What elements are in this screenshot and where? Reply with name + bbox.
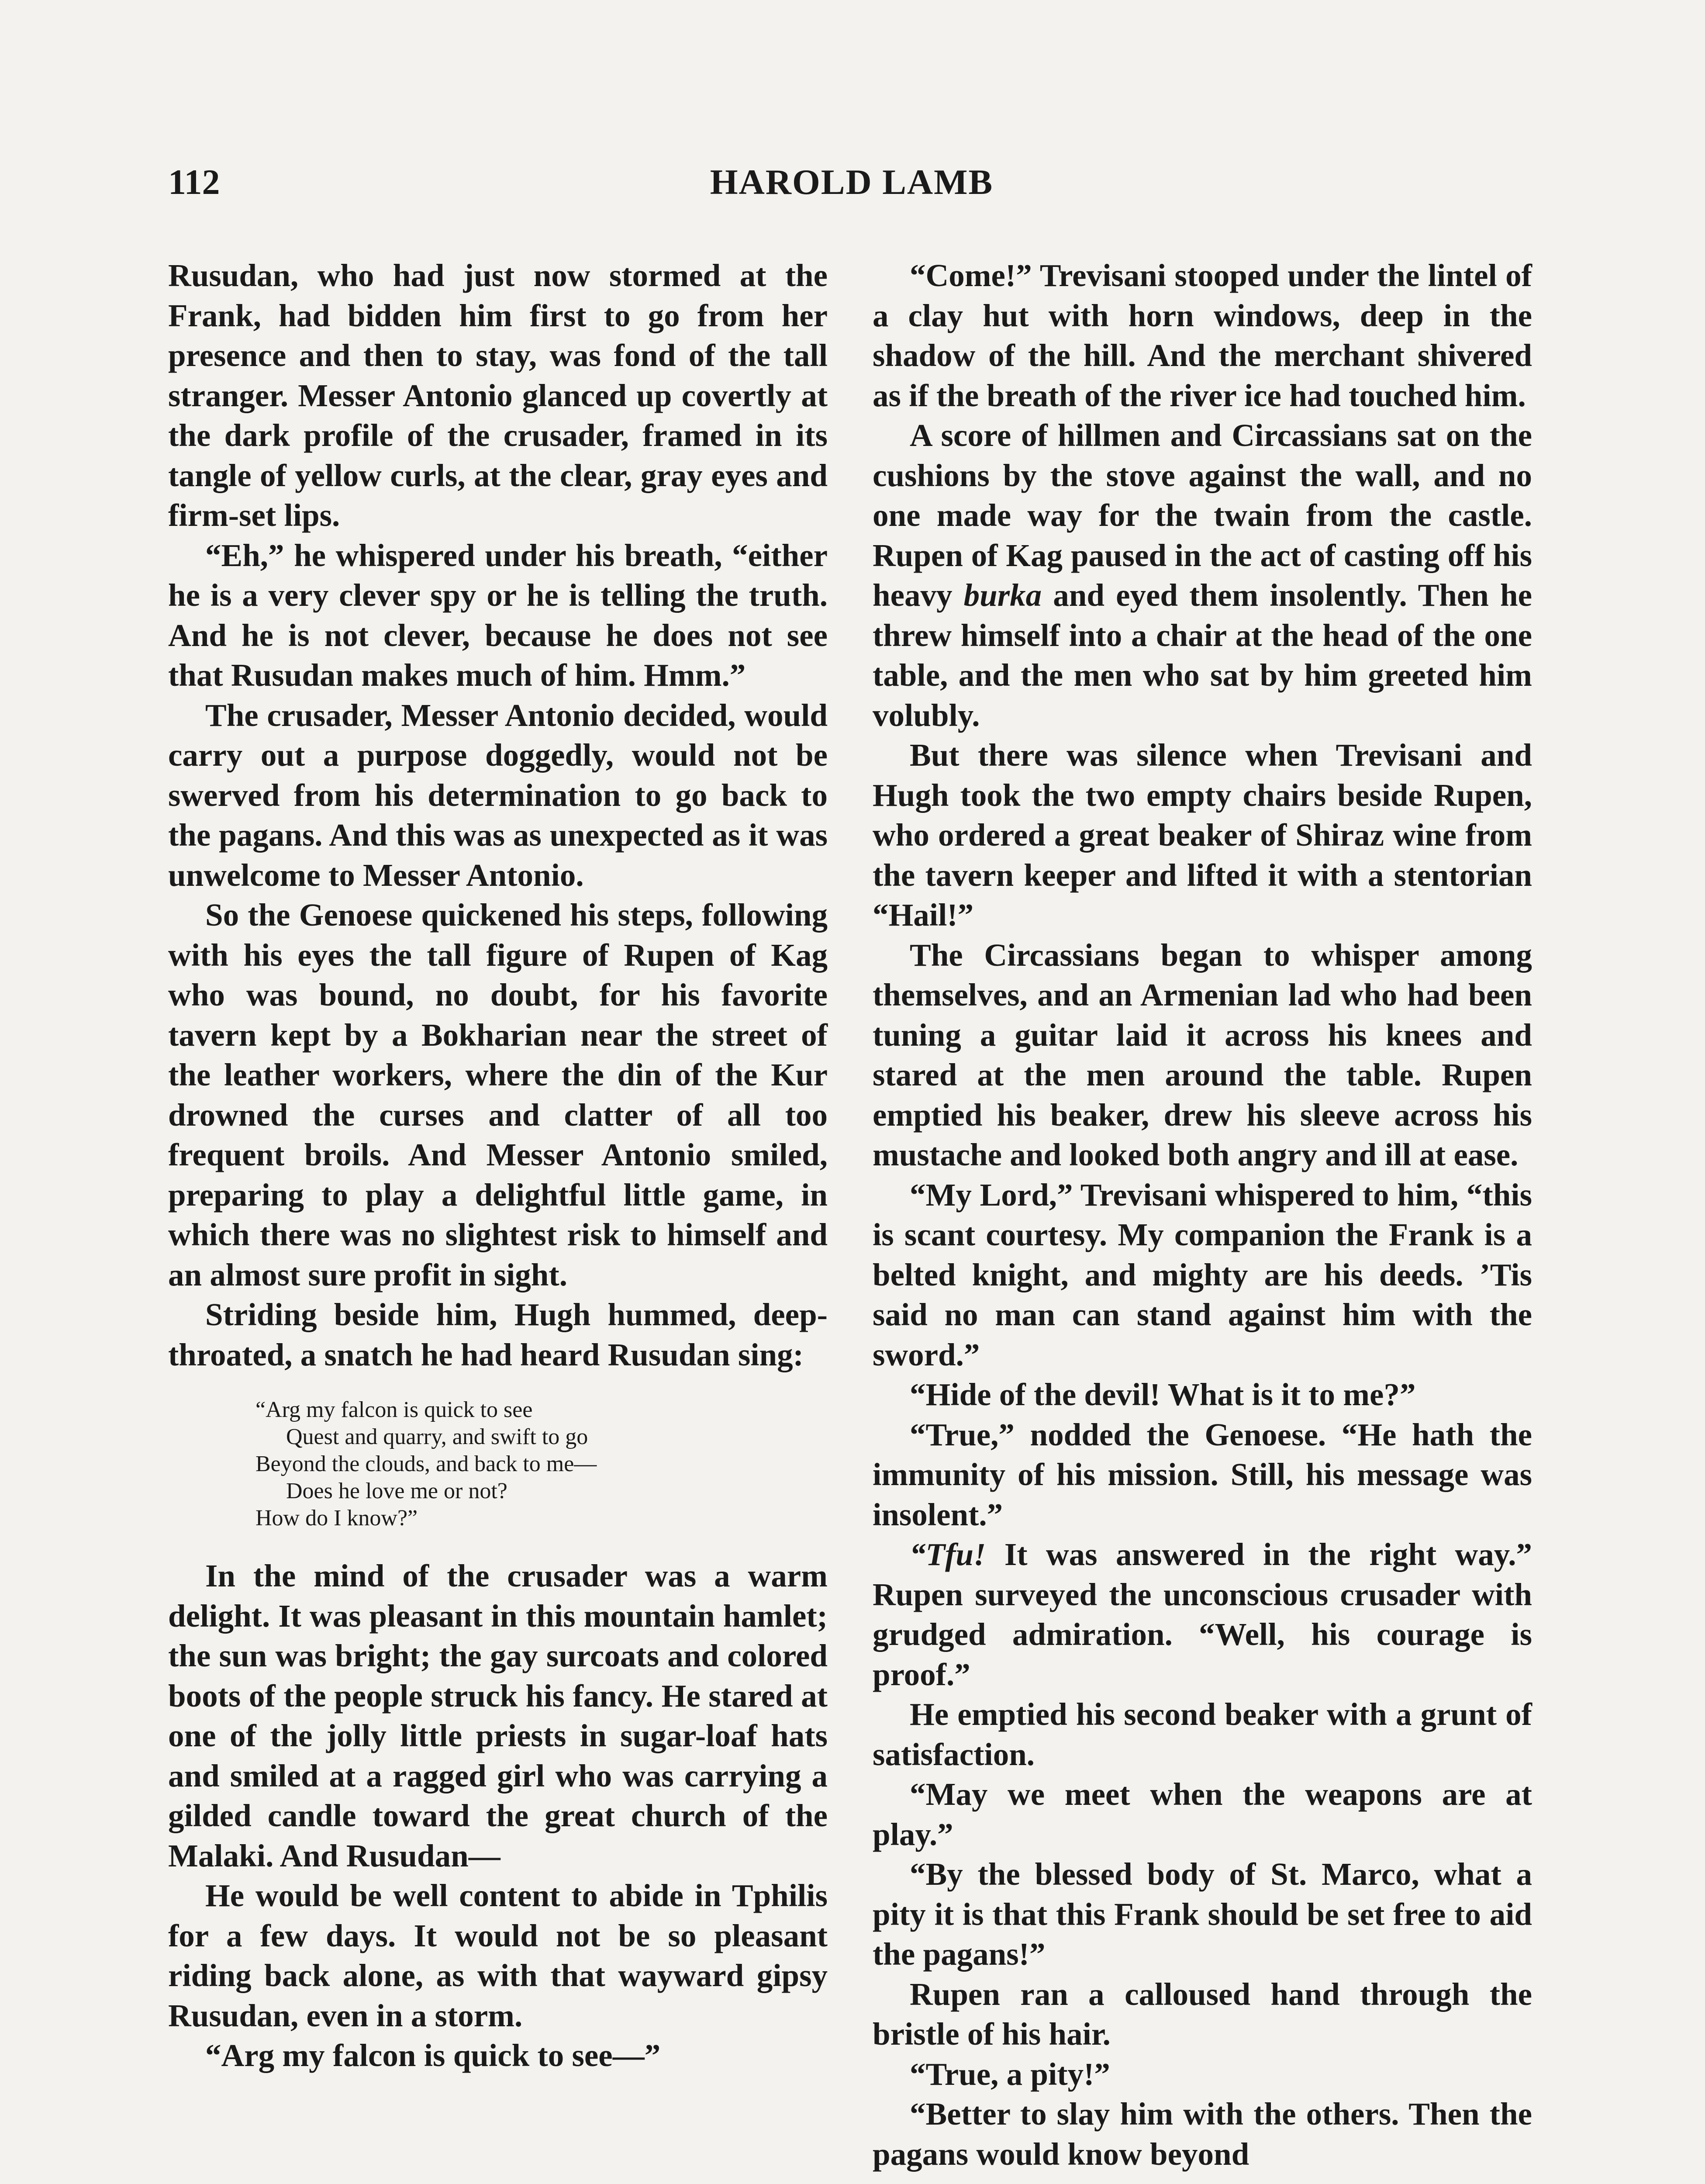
paragraph: Rupen ran a calloused hand through the bristle of his hair. <box>873 1976 1532 2052</box>
paragraph: So the Genoese quickened his steps, following with his eyes the tall figure of Rupen of Kag who was bound, no doubt, for his favorite tavern kept by a Bokharian near the street of the leather workers, where the din of the Kur drowned the curses and clatter of all too frequent broils. And Messer Antonio smiled, preparing to play a delightful little game, in which there was no slightest risk to himself and an almost sure profit in sight. <box>168 897 828 1292</box>
paragraph: He would be well content to abide in Tphilis for a few days. It would not be so pleasant riding back alone, as with that wayward gipsy Rusudan, even in a storm. <box>168 1878 828 2033</box>
paragraph: Striding beside him, Hugh hummed, deep-throated, a snatch he had heard Rusudan sing: <box>168 1297 828 1372</box>
poem-verse <box>255 1396 828 1532</box>
poem-line: Does he love me or not? <box>286 1479 507 1503</box>
paragraph: “Better to slay him with the others. Then the pagans would know beyond <box>873 2096 1532 2172</box>
paragraph <box>873 1534 1532 1694</box>
text-run: It was answered in the right way.” Rupen surveyed the unconscious crusader with grudged admiration. “Well, his courage is proof.” <box>873 1537 1532 1692</box>
paragraph: “May we meet when the weapons are at play.” <box>873 1776 1532 1852</box>
poem-line: “Arg my falcon is quick to see <box>255 1397 533 1422</box>
paragraph: “My Lord,” Trevisani whispered to him, “this is scant courtesy. My companion the Frank is a belted knight, and mighty are his deeds. ’Tis said no man can stand against him with the sword.” <box>873 1177 1532 1372</box>
text-run: A score of hillmen and Circassians sat on the cushions by the stove against the wall, and no one made way for the twain from the castle. Rupen of Kag paused in the act of casting off his heavy <box>873 418 1532 613</box>
poem-line: Beyond the clouds, and back to me— <box>255 1451 597 1476</box>
italic-word: burka <box>963 577 1042 613</box>
poem-line: Quest and quarry, and swift to go <box>286 1424 588 1449</box>
paragraph: The Circassians began to whisper among themselves, and an Armenian lad who had been tuning a guitar laid it across his knees and stared at the men around the table. Rupen emptied his beaker, drew his sleeve across his mustache and looked both angry and ill at ease. <box>873 937 1532 1172</box>
paragraph: “Hide of the devil! What is it to me?” <box>910 1377 1416 1412</box>
paragraph: But there was silence when Trevisani and Hugh took the two empty chairs beside Rupen, who ordered a great beaker of Shiraz wine from the tavern keeper and lifted it with a stentorian “Hail!” <box>873 737 1532 933</box>
page-header <box>168 162 1535 214</box>
right-column <box>873 256 1532 2174</box>
running-head: HAROLD LAMB <box>710 162 994 202</box>
left-column <box>168 256 828 2076</box>
page-number: 112 <box>168 162 220 202</box>
poem-line: How do I know?” <box>255 1506 418 1531</box>
paragraph: He emptied his second beaker with a grunt of satisfaction. <box>873 1697 1532 1772</box>
paragraph: “Come!” Trevisani stooped under the lintel of a clay hut with horn windows, deep in the shadow of the hill. And the merchant shivered as if the breath of the river ice had touched him. <box>873 258 1532 413</box>
paragraph: The crusader, Messer Antonio decided, would carry out a purpose doggedly, would not be swerved from his determination to go back to the pagans. And this was as unexpected as it was unwelcome to Messer Antonio. <box>168 697 828 893</box>
paragraph <box>873 415 1532 735</box>
paragraph: Rusudan, who had just now stormed at the Frank, had bidden him first to go from her presence and then to stay, was fond of the tall stranger. Messer Antonio glanced up covertly at the dark profile of the crusader, framed in its tangle of yellow curls, at the clear, gray eyes and firm-set lips. <box>168 258 828 533</box>
paragraph: “Eh,” he whispered under his breath, “either he is a very clever spy or he is telling the truth. And he is not clever, because he does not see that Rusudan makes much of him. Hmm.” <box>168 537 828 693</box>
paragraph: In the mind of the crusader was a warm delight. It was pleasant in this mountain hamlet; the sun was bright; the gay surcoats and colored boots of the people struck his fancy. He stared at one of the jolly little priests in sugar-loaf hats and smiled at a ragged girl who was carrying a gilded candle toward the great church of the Malaki. And Rusudan— <box>168 1558 828 1873</box>
paragraph: “True, a pity!” <box>910 2056 1110 2092</box>
paragraph: “By the blessed body of St. Marco, what a pity it is that this Frank should be set free to aid the pagans!” <box>873 1856 1532 1972</box>
paragraph: “Arg my falcon is quick to see—” <box>205 2038 661 2073</box>
paragraph: “True,” nodded the Genoese. “He hath the immunity of his mission. Still, his message was insolent.” <box>873 1417 1532 1532</box>
italic-word: “Tfu! <box>910 1537 986 1572</box>
text-run: and eyed them insolently. Then he threw himself into a chair at the head of the one table, and the men who sat by him greeted him volubly. <box>873 577 1532 733</box>
